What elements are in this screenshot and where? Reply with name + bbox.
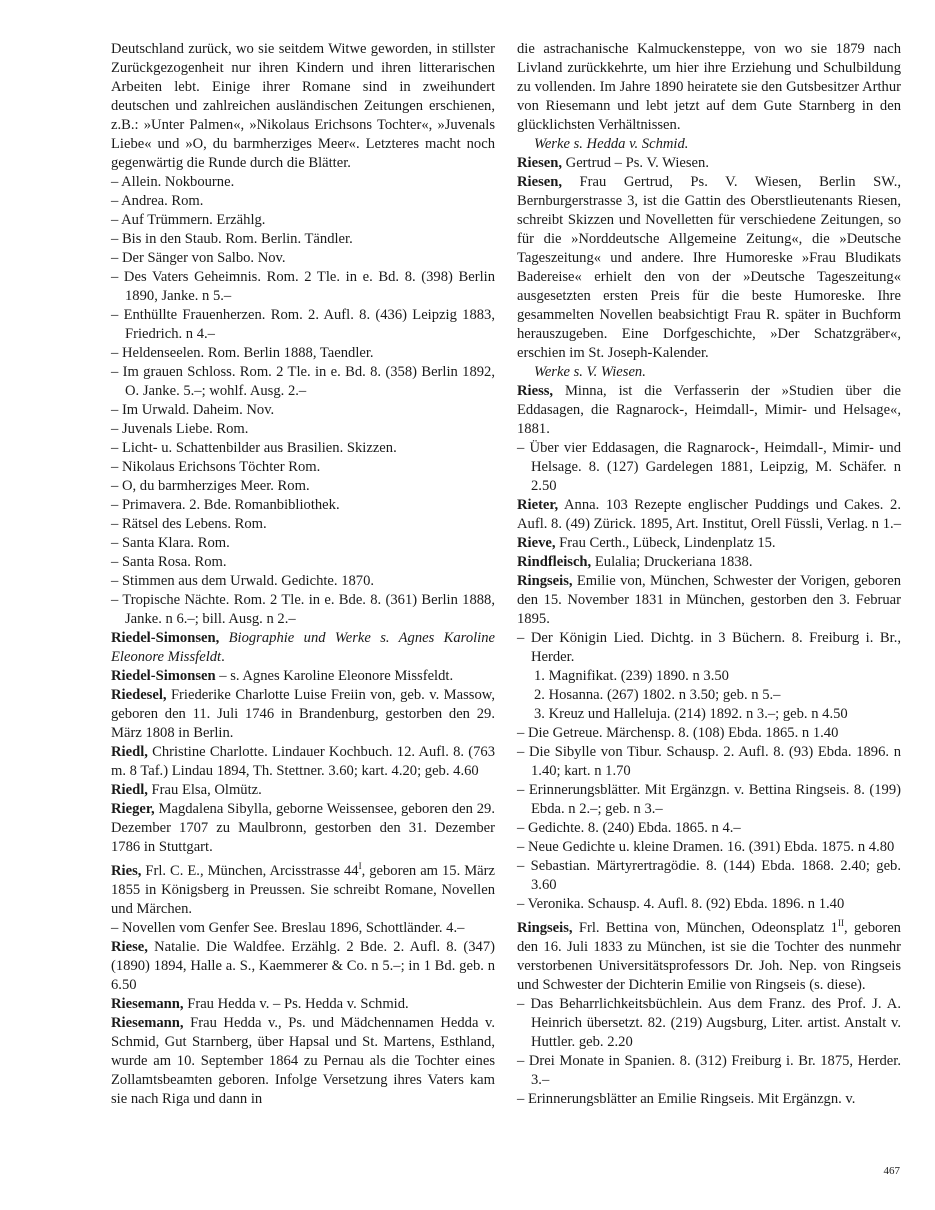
work-list-item: – Licht- u. Schattenbilder aus Brasilien. Skizzen.: [111, 440, 397, 456]
author-entry: [111, 938, 495, 995]
work-list-item: – Nikolaus Erichsons Töchter Rom.: [111, 459, 321, 475]
author-entry: [517, 553, 901, 572]
work-list-item: – Veronika. Schausp. 4. Aufl. 8. (92) Ebda. 1896. n 1.40: [517, 896, 845, 912]
entry-name: Rieter,: [517, 497, 559, 513]
work-list-item: – Drei Monate in Spanien. 8. (312) Freiburg i. Br. 1875, Herder. 3.–: [517, 1052, 901, 1088]
entry-text: Gertrud – Ps. V. Wiesen.: [562, 155, 709, 171]
work-list-item: – Allein. Nokbourne.: [111, 174, 235, 190]
page-number: 467: [883, 1165, 900, 1177]
entry-text: Friederike Charlotte Luise Freiin von, geb. v. Massow, geboren den 11. Juli 1746 in Brandenburg, gestorben den 29. März 1808 in Berlin.: [111, 687, 495, 741]
work-list-item: – Santa Rosa. Rom.: [111, 554, 227, 570]
numbered-volume-item: 1. Magnifikat. (239) 1890. n 3.50: [534, 668, 729, 684]
entry-name: Riedl,: [111, 782, 148, 798]
author-entry: [517, 382, 901, 439]
author-entry: [111, 743, 495, 781]
author-entry: [517, 572, 901, 629]
author-entry: [111, 667, 495, 686]
left-column: [111, 40, 495, 1109]
work-list-item: – Die Sibylle von Tibur. Schausp. 2. Aufl. 8. (93) Ebda. 1896. n 1.40; kart. n 1.70: [517, 744, 901, 779]
entry-name: Riedesel,: [111, 687, 167, 703]
entry-text: – s. Agnes Karoline Eleonore Missfeldt.: [215, 668, 454, 684]
entry-text: Anna. 103 Rezepte englischer Puddings und Cakes. 2. Aufl. 8. (49) Zürick. 1895, Art. Institut, Orell Füssli, Verlag. n 1.–: [517, 497, 901, 532]
entry-name: Ringseis,: [517, 919, 573, 936]
work-list-item: – Des Vaters Geheimnis. Rom. 2 Tle. in e. Bd. 8. (398) Berlin 1890, Janke. n 5.–: [111, 269, 495, 304]
entry-text: .: [221, 649, 225, 665]
work-list-item: – Erinnerungsblätter an Emilie Ringseis. Mit Ergänzgn. v.: [517, 1090, 856, 1107]
right-column: [517, 40, 901, 1109]
work-list-item: – O, du barmherziges Meer. Rom.: [111, 478, 310, 494]
work-list-item: – Neue Gedichte u. kleine Dramen. 16. (391) Ebda. 1875. n 4.80: [517, 839, 895, 855]
work-list-item: – Gedichte. 8. (240) Ebda. 1865. n 4.–: [517, 820, 741, 836]
author-entry: [517, 534, 901, 553]
author-entry: [111, 686, 495, 743]
author-entry: [111, 1014, 495, 1109]
author-entry: [517, 173, 901, 363]
entry-text-continued: , geboren am 15. März 1855 in Königsberg in Preussen. Sie schreibt Romane, Novellen und Märchen.: [111, 862, 495, 917]
work-list-item: – Das Beharrlichkeitsbüchlein. Aus dem Franz. des Prof. J. A. Heinrich übersetzt. 82. (219) Augsburg, Liter. artist. Anstalt v. Huttler. geb. 2.20: [517, 995, 901, 1050]
work-list-item: – Die Getreue. Märchensp. 8. (108) Ebda. 1865. n 1.40: [517, 725, 839, 741]
work-list-item: – Bis in den Staub. Rom. Berlin. Tändler.: [111, 231, 353, 247]
work-list-item: – Enthüllte Frauenherzen. Rom. 2. Aufl. 8. (436) Leipzig 1883, Friedrich. n 4.–: [111, 307, 495, 342]
entry-name: Riess,: [517, 383, 554, 399]
work-list-item: – Heldenseelen. Rom. Berlin 1888, Taendler.: [111, 345, 374, 361]
paragraph: Deutschland zurück, wo sie seitdem Witwe geworden, in stillster Zurückgezogenheit nur ihren Kindern und ihren litterarischen Arbeiten lebt. Einige ihrer Romane sind in zweihundert deutschen und zahlreichen ausländischen Zeitungen erschienen, z.B.: »Unter Palmen«, »Nikolaus Erichsons Tochter«, »Juvenals Liebe« und »O, du barmherziges Meer«. Letzteres macht noch gegenwärtig die Runde durch die Blätter.: [111, 41, 495, 171]
work-list-item: – Der Sänger von Salbo. Nov.: [111, 250, 286, 266]
superscript-floor: I: [358, 861, 362, 871]
author-entry: [111, 995, 495, 1014]
work-list-item: – Andrea. Rom.: [111, 193, 204, 209]
entry-text: Christine Charlotte. Lindauer Kochbuch. 12. Aufl. 8. (763 m. 8 Taf.) Lindau 1894, Th. Stettner. 3.60; kart. 4.20; geb. 4.60: [111, 744, 495, 779]
entry-text: Magdalena Sibylla, geborne Weissensee, geboren den 29. Dezember 1707 zu Maulbronn, gestorben den 31. Dezember 1786 in Stuttgart.: [111, 801, 495, 855]
work-list-item: – Erinnerungsblätter. Mit Ergänzgn. v. Bettina Ringseis. 8. (199) Ebda. n 2.–; geb. n 3.–: [517, 782, 901, 817]
entry-text: Frau Elsa, Olmütz.: [147, 782, 262, 798]
author-entry: [111, 781, 495, 800]
work-list-item: – Im grauen Schloss. Rom. 2 Tle. in e. Bd. 8. (358) Berlin 1892, O. Janke. 5.–; wohlf. Ausg. 2.–: [111, 364, 495, 399]
entry-name: Riese,: [111, 938, 148, 955]
numbered-volume-item: 2. Hosanna. (267) 1802. n 3.50; geb. n 5.–: [534, 687, 781, 703]
work-list-item: – Der Königin Lied. Dichtg. in 3 Büchern. 8. Freiburg i. Br., Herder.: [517, 630, 901, 665]
entry-name: Ries,: [111, 862, 142, 879]
entry-name: Riedel-Simonsen,: [111, 630, 220, 646]
work-list-item: – Im Urwald. Daheim. Nov.: [111, 402, 275, 418]
author-entry: [111, 800, 495, 857]
entry-text: Natalie. Die Waldfee. Erzählg. 2 Bde. 2. Aufl. 8. (347) (1890) 1894, Halle a. S., Kaemmerer & Co. n 5.–; in 1 Bd. geb. n 6.50: [111, 938, 495, 993]
works-reference: Werke s. Hedda v. Schmid.: [534, 136, 689, 152]
author-entry: [111, 857, 495, 919]
work-list-item: – Auf Trümmern. Erzählg.: [111, 212, 266, 228]
author-entry: [517, 496, 901, 534]
work-list-item: – Über vier Eddasagen, die Ragnarock-, Heimdall-, Mimir- und Helsage. 8. (127) Gardelegen 1881, Leipzig, M. Schäfer. n 2.50: [517, 440, 901, 494]
superscript-floor: II: [837, 918, 844, 928]
work-list-item: – Stimmen aus dem Urwald. Gedichte. 1870.: [111, 573, 375, 589]
entry-text: Frl. Bettina von, München, Odeonsplatz 1: [572, 919, 838, 936]
entry-name: Riedl,: [111, 744, 148, 760]
entry-text: Frau Hedda v., Ps. und Mädchennamen Hedda v. Schmid, Gut Starnberg, über Hapsal und St. Martens, Esthland, wurde am 10. September 1864 zu Pernau als die Tochter eines Zollamtsbeamten geboren. Infolge Versetzung ihres Vaters kam sie nach Riga und dann in: [111, 1014, 495, 1107]
author-entry: [517, 914, 901, 995]
work-list-item: – Rätsel des Lebens. Rom.: [111, 516, 267, 532]
works-reference: Werke s. V. Wiesen.: [534, 364, 646, 380]
work-list-item: – Sebastian. Märtyrertragödie. 8. (144) Ebda. 1868. 2.40; geb. 3.60: [517, 858, 901, 893]
entry-text: Frl. C. E., München, Arcisstrasse 44: [141, 862, 359, 879]
entry-name: Rindfleisch,: [517, 554, 592, 570]
entry-text: Minna, ist die Verfasserin der »Studien über die Eddasagen, die Ragnarock-, Heimdall-, Mimir- und Helsage«, 1881.: [517, 383, 901, 437]
entry-text: Frau Gertrud, Ps. V. Wiesen, Berlin SW., Bernburgerstrasse 3, ist die Gattin des Oberstlieutenants Riesen, schreibt Skizzen und Novelletten für verschiedene Zeitungen, so für die »Norddeutsche Allgemeine Zeitung«, die »Deutsche Tageszeitung« und andere. Ihre Humoreske »Frau Bludikats Badereise« erhielt den von der »Deutsche Tageszeitung« ausgesetzten ersten Preis für die beste Humoreske. Ihre gesammelten Novellen beabsichtigt Frau R. später in Buchform herauszugeben. Eine Dorfgeschichte, »Der Schatzgräber«, erschien im St. Joseph-Kalender.: [517, 174, 901, 361]
entry-name: Rieve,: [517, 535, 556, 551]
entry-text-continued: , geboren den 16. Juli 1833 zu München, ist sie die Tochter des nunmehr verstorbenen Universitätsprofessors Dr. Joh. Nep. von Ringseis und Schwester der Dichterin Emilie von Ringseis (s. diese).: [517, 919, 901, 993]
entry-text: Frau Certh., Lübeck, Lindenplatz 15.: [555, 535, 776, 551]
author-entry: [517, 154, 901, 173]
paragraph: die astrachanische Kalmuckensteppe, von wo sie 1879 nach Livland zurückkehrte, um hier ihre Erziehung und Schulbildung zu vollenden. Im Jahre 1890 heiratete sie den Gutsbesitzer Arthur von Riesemann und lebt jetzt auf dem Gute Starnberg in den glücklichsten Verhältnissen.: [517, 41, 901, 133]
entry-text: Emilie von, München, Schwester der Vorigen, geboren den 15. November 1831 in München, gestorben den 3. Februar 1895.: [517, 573, 901, 627]
entry-name: Riesemann,: [111, 995, 184, 1012]
work-list-item: – Juvenals Liebe. Rom.: [111, 421, 249, 437]
entry-name: Ringseis,: [517, 573, 573, 589]
entry-name: Riesemann,: [111, 1014, 184, 1031]
entry-name: Riedel-Simonsen: [111, 668, 216, 684]
entry-name: Riesen,: [517, 174, 562, 190]
work-list-item: – Santa Klara. Rom.: [111, 535, 230, 551]
entry-name: Rieger,: [111, 801, 155, 817]
numbered-volume-item: 3. Kreuz und Halleluja. (214) 1892. n 3.–; geb. n 4.50: [534, 706, 848, 722]
work-list-item: – Primavera. 2. Bde. Romanbibliothek.: [111, 497, 340, 513]
author-entry: [111, 629, 495, 667]
work-list-item: – Tropische Nächte. Rom. 2 Tle. in e. Bde. 8. (361) Berlin 1888, Janke. n 6.–; bill. Ausg. n 2.–: [111, 592, 495, 627]
entry-name: Riesen,: [517, 155, 562, 171]
entry-text: Frau Hedda v. – Ps. Hedda v. Schmid.: [183, 995, 409, 1012]
entry-text: Eulalia; Druckeriana 1838.: [591, 554, 753, 570]
entry-italic-text: Biographie und Werke s. Agnes Karoline Eleonore Missfeldt: [111, 630, 495, 665]
work-list-item: – Novellen vom Genfer See. Breslau 1896, Schottländer. 4.–: [111, 919, 465, 936]
